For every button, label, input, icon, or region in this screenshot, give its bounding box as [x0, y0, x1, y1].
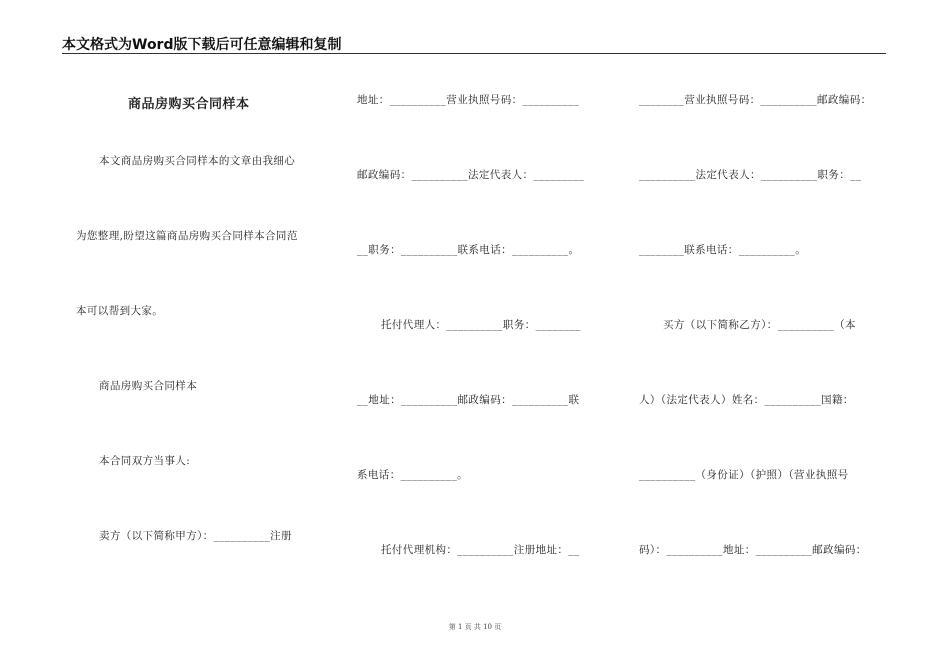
col1-line-6: 卖方（以下简称甲方）：__________注册	[99, 530, 292, 542]
col3-line-1: ________营业执照号码：__________邮政编码：	[639, 94, 872, 106]
banner-divider	[62, 53, 886, 54]
document-banner: 本文格式为Word版下载后可任意编辑和复制	[62, 37, 342, 53]
col2-line-4: 托付代理人：__________职务：________	[381, 319, 581, 331]
col1-line-2: 为您整理,盼望这篇商品房购买合同样本合同范	[76, 230, 298, 242]
col1-line-1: 本文商品房购买合同样本的文章由我细心	[99, 155, 296, 167]
col3-line-6: __________（身份证）（护照）（营业执照号	[639, 469, 849, 481]
col2-line-5: __地址：__________邮政编码：__________联	[357, 394, 580, 406]
col2-line-6: 系电话：__________。	[357, 469, 468, 481]
col2-line-2: 邮政编码：__________法定代表人：_________	[357, 169, 585, 181]
col1-line-4: 商品房购买合同样本	[99, 380, 198, 392]
col2-line-7: 托付代理机构：__________注册地址：__	[381, 544, 580, 556]
col2-line-3: __职务：__________联系电话：__________。	[357, 244, 580, 256]
col2-line-1: 地址：__________营业执照号码：__________	[357, 94, 579, 106]
document-title: 商品房购买合同样本	[128, 97, 250, 112]
col1-line-3: 本可以帮到大家。	[76, 305, 164, 317]
page-number: 第 1 页 共 10 页	[448, 623, 502, 631]
col3-line-4: 买方（以下简称乙方）：__________（本	[663, 319, 856, 331]
col3-line-7: 码）：__________地址：__________邮政编码：	[639, 544, 867, 556]
col3-line-3: ________联系电话：__________。	[639, 244, 807, 256]
col3-line-2: __________法定代表人：__________职务：__	[639, 169, 862, 181]
col3-line-5: 人）（法定代表人）姓名：__________国籍：	[639, 394, 854, 406]
col1-line-5: 本合同双方当事人:	[99, 455, 191, 467]
